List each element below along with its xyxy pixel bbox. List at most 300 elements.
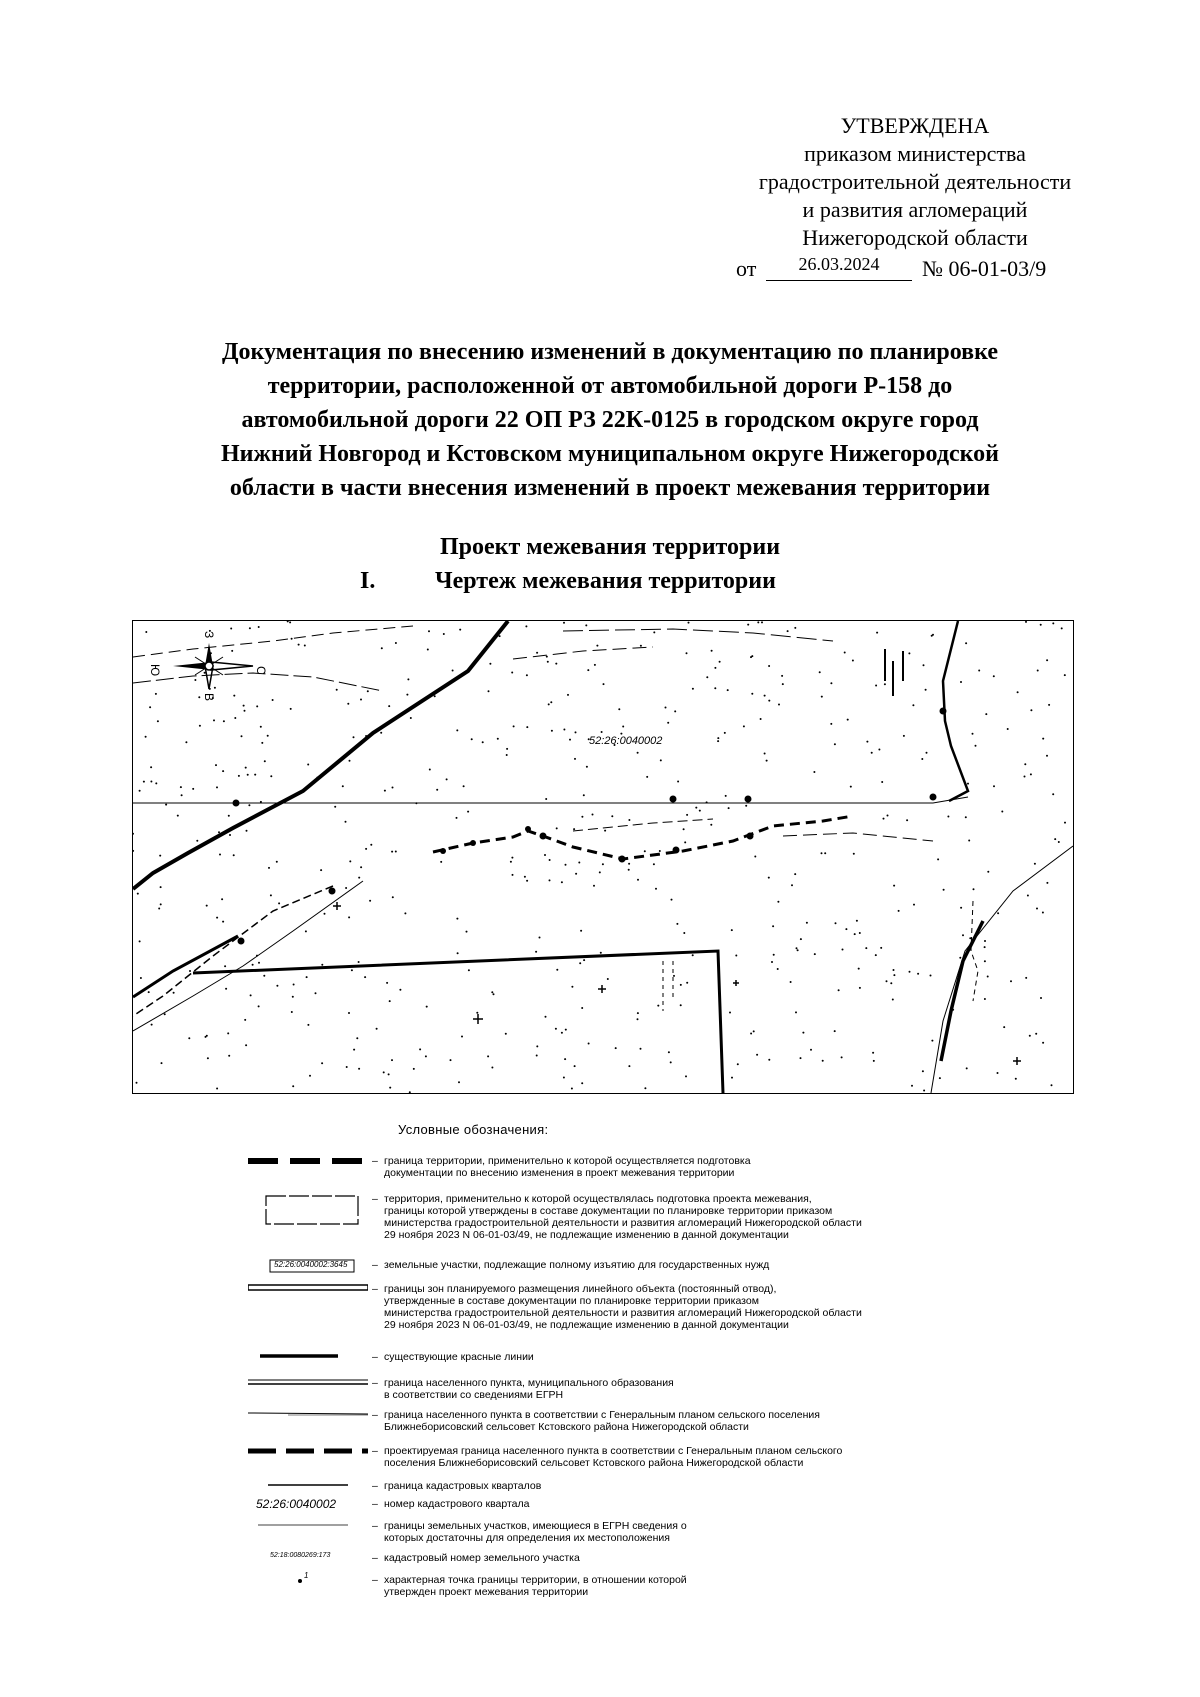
- legend-text-line: граница населенного пункта в соответствии с Генеральным планом сельского поселения: [384, 1409, 820, 1421]
- terrain-dot: [692, 954, 694, 956]
- terrain-dot: [771, 961, 773, 963]
- territory-boundary-dashed: [433, 816, 853, 859]
- terrain-dot: [564, 1058, 566, 1060]
- legend-symbol: [248, 1259, 368, 1281]
- terrain-dot: [551, 730, 553, 732]
- terrain-dot: [637, 1012, 639, 1014]
- terrain-dot: [137, 893, 139, 895]
- terrain-dot: [348, 916, 350, 918]
- terrain-dot: [272, 699, 274, 701]
- terrain-dot: [757, 621, 759, 623]
- terrain-dot: [450, 1059, 452, 1061]
- terrain-dot: [618, 708, 620, 710]
- terrain-dot: [1051, 1084, 1053, 1086]
- compass-icon: [148, 631, 268, 701]
- terrain-dot: [585, 624, 587, 626]
- terrain-dot: [539, 937, 541, 939]
- terrain-dot: [887, 815, 889, 817]
- terrain-dot: [222, 921, 224, 923]
- legend-symbol: [248, 1351, 368, 1373]
- terrain-dot: [565, 1029, 567, 1031]
- terrain-dot: [140, 977, 142, 979]
- plus-marker: [1013, 1057, 1021, 1065]
- terrain-dot: [159, 855, 161, 857]
- terrain-dot: [875, 685, 877, 687]
- terrain-dot: [575, 873, 577, 875]
- terrain-dot: [772, 925, 774, 927]
- terrain-dot: [1015, 1078, 1017, 1080]
- terrain-dot: [458, 1081, 460, 1083]
- terrain-dot: [802, 1032, 804, 1034]
- terrain-dot: [615, 1047, 617, 1049]
- terrain-dot: [555, 663, 557, 665]
- terrain-dot: [660, 759, 662, 761]
- terrain-dot: [364, 976, 366, 978]
- terrain-dot: [139, 940, 141, 942]
- terrain-dot: [549, 859, 551, 861]
- legend-text-line: утвержден проект межевания территории: [384, 1586, 589, 1598]
- legend-text-line: кадастровый номер земельного участка: [384, 1552, 580, 1564]
- boundary-point: [747, 833, 754, 840]
- legend-symbol-text: 1: [304, 1571, 309, 1580]
- terrain-dot: [728, 807, 730, 809]
- terrain-dot: [392, 787, 394, 789]
- red-line: [941, 921, 983, 1061]
- terrain-dot: [476, 1012, 478, 1014]
- structure-marks: [663, 961, 673, 1011]
- approval-line: градостроительной деятельности: [758, 169, 1072, 194]
- terrain-dot: [189, 970, 191, 972]
- title-line: автомобильной дороги 22 ОП РЗ 22К-0125 в городском округе город: [241, 407, 979, 433]
- terrain-dot: [965, 642, 967, 644]
- terrain-dot: [600, 952, 602, 954]
- legend-symbol: [248, 1283, 368, 1305]
- terrain-dot: [604, 830, 606, 832]
- terrain-dot: [161, 1062, 163, 1064]
- terrain-dot: [305, 930, 307, 932]
- terrain-dot: [488, 690, 490, 692]
- terrain-dot: [223, 720, 225, 722]
- terrain-dot: [185, 741, 187, 743]
- terrain-dot: [199, 725, 201, 727]
- terrain-dot: [574, 758, 576, 760]
- terrain-dot: [241, 735, 243, 737]
- terrain-dot: [425, 1055, 427, 1057]
- approval-line: Нижегородской области: [802, 225, 1028, 250]
- terrain-dot: [524, 876, 526, 878]
- legend-text-line: существующие красные линии: [384, 1351, 534, 1363]
- terrain-dot: [389, 1087, 391, 1089]
- terrain-dot: [603, 683, 605, 685]
- terrain-dot: [686, 652, 688, 654]
- terrain-dot: [967, 783, 969, 785]
- terrain-dot: [884, 683, 886, 685]
- terrain-dot: [873, 1060, 875, 1062]
- legend-text: [384, 1552, 994, 1564]
- order-date-field: [766, 250, 912, 281]
- road-edge: [573, 819, 713, 831]
- title-line: Нижний Новгород и Кстовском муниципальном округе Нижегородской: [221, 441, 999, 467]
- terrain-dot: [406, 694, 408, 696]
- terrain-dot: [890, 982, 892, 984]
- terrain-dot: [139, 790, 141, 792]
- terrain-dot: [180, 786, 182, 788]
- terrain-dot: [563, 729, 565, 731]
- terrain-dot: [571, 1088, 573, 1090]
- terrain-dot: [290, 708, 292, 710]
- terrain-dot: [549, 879, 551, 881]
- terrain-dot: [611, 815, 613, 817]
- terrain-dot: [250, 994, 252, 996]
- from-label: от: [736, 256, 757, 281]
- terrain-dot: [842, 949, 844, 951]
- terrain-dot: [404, 912, 406, 914]
- structure-marks: [885, 649, 903, 696]
- terrain-dot: [221, 898, 223, 900]
- terrain-dot: [248, 804, 250, 806]
- parcel-boundary: [931, 846, 1073, 1093]
- terrain-dot: [188, 1037, 190, 1039]
- terrain-dot: [383, 1071, 385, 1073]
- terrain-dot: [908, 652, 910, 654]
- boundary-point: [940, 708, 947, 715]
- terrain-dot: [993, 675, 995, 677]
- terrain-dot: [525, 625, 527, 627]
- terrain-dot: [276, 985, 278, 987]
- terrain-dot: [230, 628, 232, 630]
- terrain-dot: [342, 785, 344, 787]
- terrain-dot: [1024, 776, 1026, 778]
- terrain-dot: [973, 888, 975, 890]
- terrain-dot: [289, 621, 291, 623]
- terrain-dot: [984, 998, 986, 1000]
- legend-symbol: [248, 1193, 368, 1215]
- terrain-dot: [427, 649, 429, 651]
- terrain-dot: [192, 788, 194, 790]
- terrain-dot: [245, 1044, 247, 1046]
- terrain-dot: [937, 858, 939, 860]
- terrain-dot: [968, 840, 970, 842]
- terrain-dot: [263, 975, 265, 977]
- terrain-dot: [429, 769, 431, 771]
- terrain-dot: [599, 871, 601, 873]
- terrain-dot: [819, 671, 821, 673]
- legend-text: [384, 1155, 994, 1179]
- legend-text-line: граница территории, применительно к которой осуществляется подготовка: [384, 1155, 751, 1167]
- terrain-dot: [155, 693, 157, 695]
- terrain-dot: [1046, 659, 1048, 661]
- compass-east: В: [202, 693, 216, 702]
- terrain-dot: [133, 850, 134, 852]
- terrain-dot: [680, 1004, 682, 1006]
- legend-dash: –: [372, 1259, 378, 1271]
- terrain-dot: [222, 770, 224, 772]
- terrain-dot: [975, 745, 977, 747]
- terrain-dot: [466, 931, 468, 933]
- terrain-dot: [254, 774, 256, 776]
- terrain-dot: [278, 902, 280, 904]
- terrain-dot: [761, 621, 763, 623]
- terrain-dot: [1048, 704, 1050, 706]
- terrain-dot: [165, 804, 167, 806]
- terrain-dot: [685, 1075, 687, 1077]
- legend-dash: –: [372, 1498, 378, 1510]
- terrain-dot: [136, 1082, 138, 1084]
- terrain-dot: [324, 913, 326, 915]
- survey-markers: [333, 902, 1021, 1065]
- terrain-dot: [1037, 670, 1039, 672]
- terrain-dot: [838, 989, 840, 991]
- terrain-dot: [1054, 838, 1056, 840]
- legend-text-line: министерства градостроительной деятельности и развития агломераций Нижегородской области: [384, 1307, 862, 1319]
- terrain-dot: [750, 1033, 752, 1035]
- legend-text-line: граница населенного пункта, муниципального образования: [384, 1377, 674, 1389]
- terrain-dot: [510, 861, 512, 863]
- terrain-dot: [258, 626, 260, 628]
- terrain-dot: [824, 852, 826, 854]
- dashed-line: [971, 901, 978, 1001]
- terrain-dot: [428, 630, 430, 632]
- terrain-dot: [556, 827, 558, 829]
- legend-text-line: в соответствии со сведениями ЕГРН: [384, 1389, 564, 1401]
- terrain-dot: [628, 819, 630, 821]
- legend-text-line: характерная точка границы территории, в отношении которой: [384, 1574, 687, 1586]
- boundary-point: [525, 826, 531, 832]
- terrain-dot: [931, 635, 933, 637]
- terrain-dot: [743, 725, 745, 727]
- double-line: [133, 936, 238, 997]
- terrain-dot: [575, 731, 577, 733]
- terrain-dot: [358, 961, 360, 963]
- terrain-dot: [426, 1006, 428, 1008]
- legend-text: [384, 1259, 994, 1271]
- terrain-dot: [778, 704, 780, 706]
- legend-text: [384, 1351, 994, 1363]
- terrain-dot: [231, 650, 233, 652]
- terrain-dot: [727, 689, 729, 691]
- terrain-dot: [688, 622, 690, 624]
- terrain-dot: [264, 760, 266, 762]
- terrain-dot: [381, 647, 383, 649]
- terrain-dot: [822, 1060, 824, 1062]
- legend-symbol: [248, 1520, 368, 1542]
- terrain-dot: [181, 794, 183, 796]
- terrain-dot: [859, 932, 861, 934]
- legend-text: [384, 1283, 994, 1331]
- terrain-dot: [1040, 624, 1042, 626]
- terrain-dot: [497, 738, 499, 740]
- terrain-dot: [754, 856, 756, 858]
- terrain-dot: [581, 1082, 583, 1084]
- terrain-dot: [268, 867, 270, 869]
- terrain-dot: [926, 752, 928, 754]
- legend-text: [384, 1520, 994, 1544]
- terrain-dot: [536, 1045, 538, 1047]
- terrain-dot: [993, 785, 995, 787]
- terrain-dot: [751, 655, 753, 657]
- terrain-dot: [225, 988, 227, 990]
- terrain-dot: [922, 1070, 924, 1072]
- terrain-dot: [321, 964, 323, 966]
- terrain-dot: [683, 828, 685, 830]
- terrain-dot: [821, 696, 823, 698]
- terrain-dot: [349, 860, 351, 862]
- terrain-dot: [830, 682, 832, 684]
- terrain-dot: [546, 656, 548, 658]
- terrain-dot: [205, 1036, 207, 1038]
- terrain-dot: [298, 644, 300, 646]
- terrain-dot: [768, 877, 770, 879]
- terrain-dot: [511, 672, 513, 674]
- plus-marker: [333, 902, 341, 910]
- terrain-dot: [686, 814, 688, 816]
- legend-text-line: 29 ноября 2023 N 06-01-03/49, не подлежащие изменению в данной документации: [384, 1229, 789, 1241]
- terrain-dot: [526, 674, 528, 676]
- terrain-dot: [391, 1059, 393, 1061]
- boundary-point: [930, 794, 937, 801]
- terrain-dot: [859, 987, 861, 989]
- terrain-dot: [579, 962, 581, 964]
- terrain-dot: [569, 739, 571, 741]
- terrain-dot: [536, 652, 538, 654]
- terrain-dot: [351, 969, 353, 971]
- terrain-dot: [943, 889, 945, 891]
- terrain-dot: [346, 1066, 348, 1068]
- legend-text-line: утвержденные в составе документации по планировке территории приказом: [384, 1295, 759, 1307]
- terrain-dot: [1042, 738, 1044, 740]
- legend-text: [384, 1480, 994, 1492]
- terrain-dot: [1064, 822, 1066, 824]
- legend-dash: –: [372, 1574, 378, 1586]
- terrain-dot: [985, 713, 987, 715]
- terrain-dot: [710, 824, 712, 826]
- terrain-dot: [574, 1065, 576, 1067]
- terrain-dot: [334, 806, 336, 808]
- map-drawing: [133, 621, 1073, 1093]
- title-line: области в части внесения изменений в проект межевания территории: [229, 475, 991, 501]
- terrain-dot: [511, 857, 513, 859]
- terrain-dot: [676, 923, 678, 925]
- terrain-dot: [224, 965, 226, 967]
- terrain-dot: [173, 992, 175, 994]
- terrain-dot: [345, 887, 347, 889]
- terrain-dot: [409, 1091, 411, 1093]
- terrain-dot: [198, 696, 200, 698]
- terrain-dot: [244, 710, 246, 712]
- terrain-dot: [247, 774, 249, 776]
- terrain-dot: [893, 974, 895, 976]
- terrain-dot: [1058, 841, 1060, 843]
- terrain-dot: [471, 738, 473, 740]
- terrain-dot: [158, 908, 160, 910]
- terrain-dot: [644, 850, 646, 852]
- terrain-dot: [671, 899, 673, 901]
- terrain-dot: [348, 1012, 350, 1014]
- terrain-dot: [960, 907, 962, 909]
- terrain-dot: [834, 743, 836, 745]
- terrain-dot: [243, 705, 245, 707]
- terrain-dot: [1030, 773, 1032, 775]
- terrain-dot: [795, 1011, 797, 1013]
- terrain-dot: [216, 917, 218, 919]
- terrain-dot: [567, 694, 569, 696]
- terrain-dot: [987, 976, 989, 978]
- terrain-dot: [436, 789, 438, 791]
- terrain-dot: [607, 978, 609, 980]
- terrain-dot: [443, 633, 445, 635]
- terrain-dot: [876, 632, 878, 634]
- terrain-dot: [1042, 1042, 1044, 1044]
- title-line: территории, расположенной от автомобильной дороги Р-158 до: [267, 373, 953, 399]
- terrain-dot: [491, 1067, 493, 1069]
- map-dots: [133, 621, 1066, 1093]
- legend-text-line: граница кадастровых кварталов: [384, 1480, 542, 1492]
- terrain-dot: [548, 703, 550, 705]
- boundary-point: [619, 856, 626, 863]
- terrain-dot: [320, 869, 322, 871]
- terrain-dot: [407, 678, 409, 680]
- legend-symbol: [248, 1498, 368, 1520]
- terrain-dot: [228, 1055, 230, 1057]
- compass-south: Ю: [148, 664, 162, 677]
- terrain-dot: [852, 660, 854, 662]
- terrain-dot: [467, 811, 469, 813]
- terrain-dot: [309, 1075, 311, 1077]
- terrain-dot: [800, 1057, 802, 1059]
- terrain-dot: [545, 1016, 547, 1018]
- terrain-dot: [358, 1068, 360, 1070]
- terrain-dot: [800, 938, 802, 940]
- terrain-dot: [745, 805, 747, 807]
- terrain-dot: [1027, 895, 1029, 897]
- terrain-dot: [796, 947, 798, 949]
- terrain-dot: [717, 740, 719, 742]
- terrain-dot: [898, 910, 900, 912]
- terrain-dot: [550, 701, 552, 703]
- terrain-dot: [947, 816, 949, 818]
- terrain-dot: [249, 627, 251, 629]
- terrain-dot: [794, 627, 796, 629]
- terrain-dot: [655, 888, 657, 890]
- legend-symbol: [248, 1445, 368, 1467]
- terrain-dot: [1010, 980, 1012, 982]
- terrain-dot: [925, 689, 927, 691]
- terrain-dot: [777, 901, 779, 903]
- terrain-dot: [1035, 1033, 1037, 1035]
- terrain-dot: [674, 710, 676, 712]
- boundary-point: [745, 796, 752, 803]
- legend-dash: –: [372, 1193, 378, 1205]
- terrain-dot: [347, 703, 349, 705]
- terrain-dot: [850, 786, 852, 788]
- terrain-dot: [962, 934, 964, 936]
- terrain-dot: [657, 1005, 659, 1007]
- terrain-dot: [880, 947, 882, 949]
- terrain-dot: [267, 735, 269, 737]
- terrain-dot: [356, 1037, 358, 1039]
- legend-symbol-text: 52:18:0080269:173: [270, 1552, 331, 1559]
- terrain-dot: [965, 816, 967, 818]
- terrain-dot: [677, 781, 679, 783]
- terrain-dot: [594, 664, 596, 666]
- terrain-dot: [349, 760, 351, 762]
- terrain-dot: [844, 652, 846, 654]
- terrain-dot: [699, 810, 701, 812]
- boundary-point: [233, 800, 240, 807]
- terrain-dot: [581, 816, 583, 818]
- terrain-dot: [148, 991, 150, 993]
- terrain-dot: [777, 968, 779, 970]
